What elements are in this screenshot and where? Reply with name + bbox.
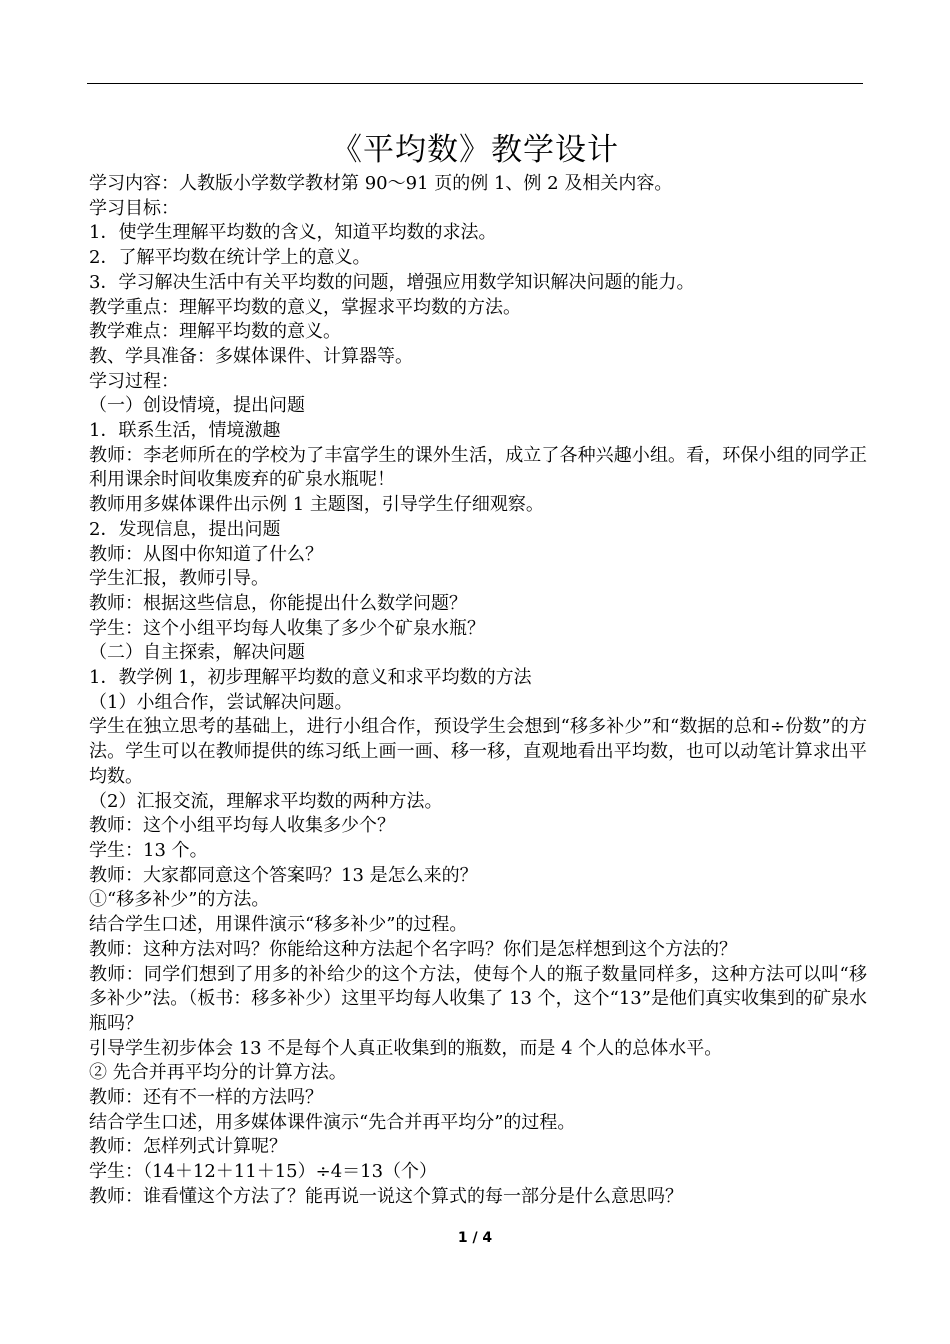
subheading-2-1: 1．教学例 1，初步理解平均数的意义和求平均数的方法 <box>89 667 532 689</box>
section-heading-1: （一）创设情境，提出问题 <box>89 395 305 417</box>
paragraph-courseware: 教师用多媒体课件出示例 1 主题图，引导学生仔细观察。 <box>89 494 544 516</box>
paragraph-objective-1: 1．使学生理解平均数的含义，知道平均数的求法。 <box>89 222 497 244</box>
paragraph-teacher-problem: 教师：根据这些信息，你能提出什么数学问题？ <box>89 592 467 614</box>
paragraph-method-2: ② 先合并再平均分的计算方法。 <box>89 1062 347 1084</box>
paragraph-teacher-formula: 教师：怎样列式计算呢？ <box>89 1136 287 1158</box>
paragraph-method-1: ①“移多补少”的方法。 <box>89 889 270 911</box>
paragraph-teacher-ask-average: 教师：这个小组平均每人收集多少个？ <box>89 815 395 837</box>
paragraph-materials: 教、学具准备：多媒体课件、计算器等。 <box>89 345 413 367</box>
page-number: 1 / 4 <box>457 1230 493 1246</box>
paragraph-group-work: 学生在独立思考的基础上，进行小组合作，预设学生会想到“移多补少”和“数据的总和÷份数”的方法。学生可以在教师提供的练习纸上画一画、移一移，直观地看出平均数，也可以动笔计算求出平均数。 <box>89 716 867 787</box>
document-body <box>89 172 867 1210</box>
paragraph-teacher-explain: 教师：同学们想到了用多的补给少的这个方法，使每个人的瓶子数量同样多，这种方法可以叫“移多补少”法。（板书：移多补少）这里平均每人收集了 13 个，这个“13”是他们真实收集到的矿泉水瓶吗？ <box>89 963 867 1034</box>
subheading-2-1-2: （2）汇报交流，理解求平均数的两种方法。 <box>89 790 443 812</box>
paragraph-difficulty: 教学难点：理解平均数的意义。 <box>89 321 341 343</box>
paragraph-teacher-intro: 教师：李老师所在的学校为了丰富学生的课外生活，成立了各种兴趣小组。看，环保小组的同学正利用课余时间收集废弃的矿泉水瓶呢！ <box>89 444 867 491</box>
document-title: 《平均数》教学设计 <box>331 132 619 168</box>
subheading-1-1: 1．联系生活，情境激趣 <box>89 420 281 442</box>
paragraph-key-point: 教学重点：理解平均数的意义，掌握求平均数的方法。 <box>89 296 521 318</box>
paragraph-process-heading: 学习过程： <box>89 370 179 392</box>
paragraph-demo-1: 结合学生口述，用课件演示“移多补少”的过程。 <box>89 914 468 936</box>
paragraph-teacher-question: 教师：从图中你知道了什么？ <box>89 543 323 565</box>
paragraph-objective-3: 3．学习解决生活中有关平均数的问题，增强应用数学知识解决问题的能力。 <box>89 271 695 293</box>
paragraph-student-answer: 学生：13 个。 <box>89 839 208 861</box>
subheading-2-1-1: （1）小组合作，尝试解决问题。 <box>89 691 353 713</box>
paragraph-student-formula: 学生：（14＋12＋11＋15）÷4＝13（个） <box>89 1161 438 1183</box>
paragraph-teacher-explain-formula: 教师：谁看懂这个方法了？能再说一说这个算式的每一部分是什么意思吗？ <box>89 1185 683 1207</box>
paragraph-demo-2: 结合学生口述，用多媒体课件演示“先合并再平均分”的过程。 <box>89 1111 576 1133</box>
paragraph-guide-overall: 引导学生初步体会 13 不是每个人真正收集到的瓶数，而是 4 个人的总体水平。 <box>89 1037 723 1059</box>
paragraph-study-content: 学习内容：人教版小学数学教材第 90～91 页的例 1、例 2 及相关内容。 <box>89 173 673 194</box>
subheading-1-2: 2．发现信息，提出问题 <box>89 518 281 540</box>
paragraph-objective-2: 2．了解平均数在统计学上的意义。 <box>89 247 371 269</box>
paragraph-teacher-name-method: 教师：这种方法对吗？你能给这种方法起个名字吗？你们是怎样想到这个方法的？ <box>89 938 737 960</box>
paragraph-teacher-other-method: 教师：还有不一样的方法吗？ <box>89 1087 323 1109</box>
paragraph-student-problem: 学生：这个小组平均每人收集了多少个矿泉水瓶？ <box>89 617 485 639</box>
paragraph-teacher-agree: 教师：大家都同意这个答案吗？13 是怎么来的？ <box>89 864 478 886</box>
paragraph-objectives-heading: 学习目标： <box>89 197 179 219</box>
section-heading-2: （二）自主探索，解决问题 <box>89 642 305 664</box>
paragraph-student-report: 学生汇报，教师引导。 <box>89 568 269 590</box>
header-rule <box>87 83 863 84</box>
